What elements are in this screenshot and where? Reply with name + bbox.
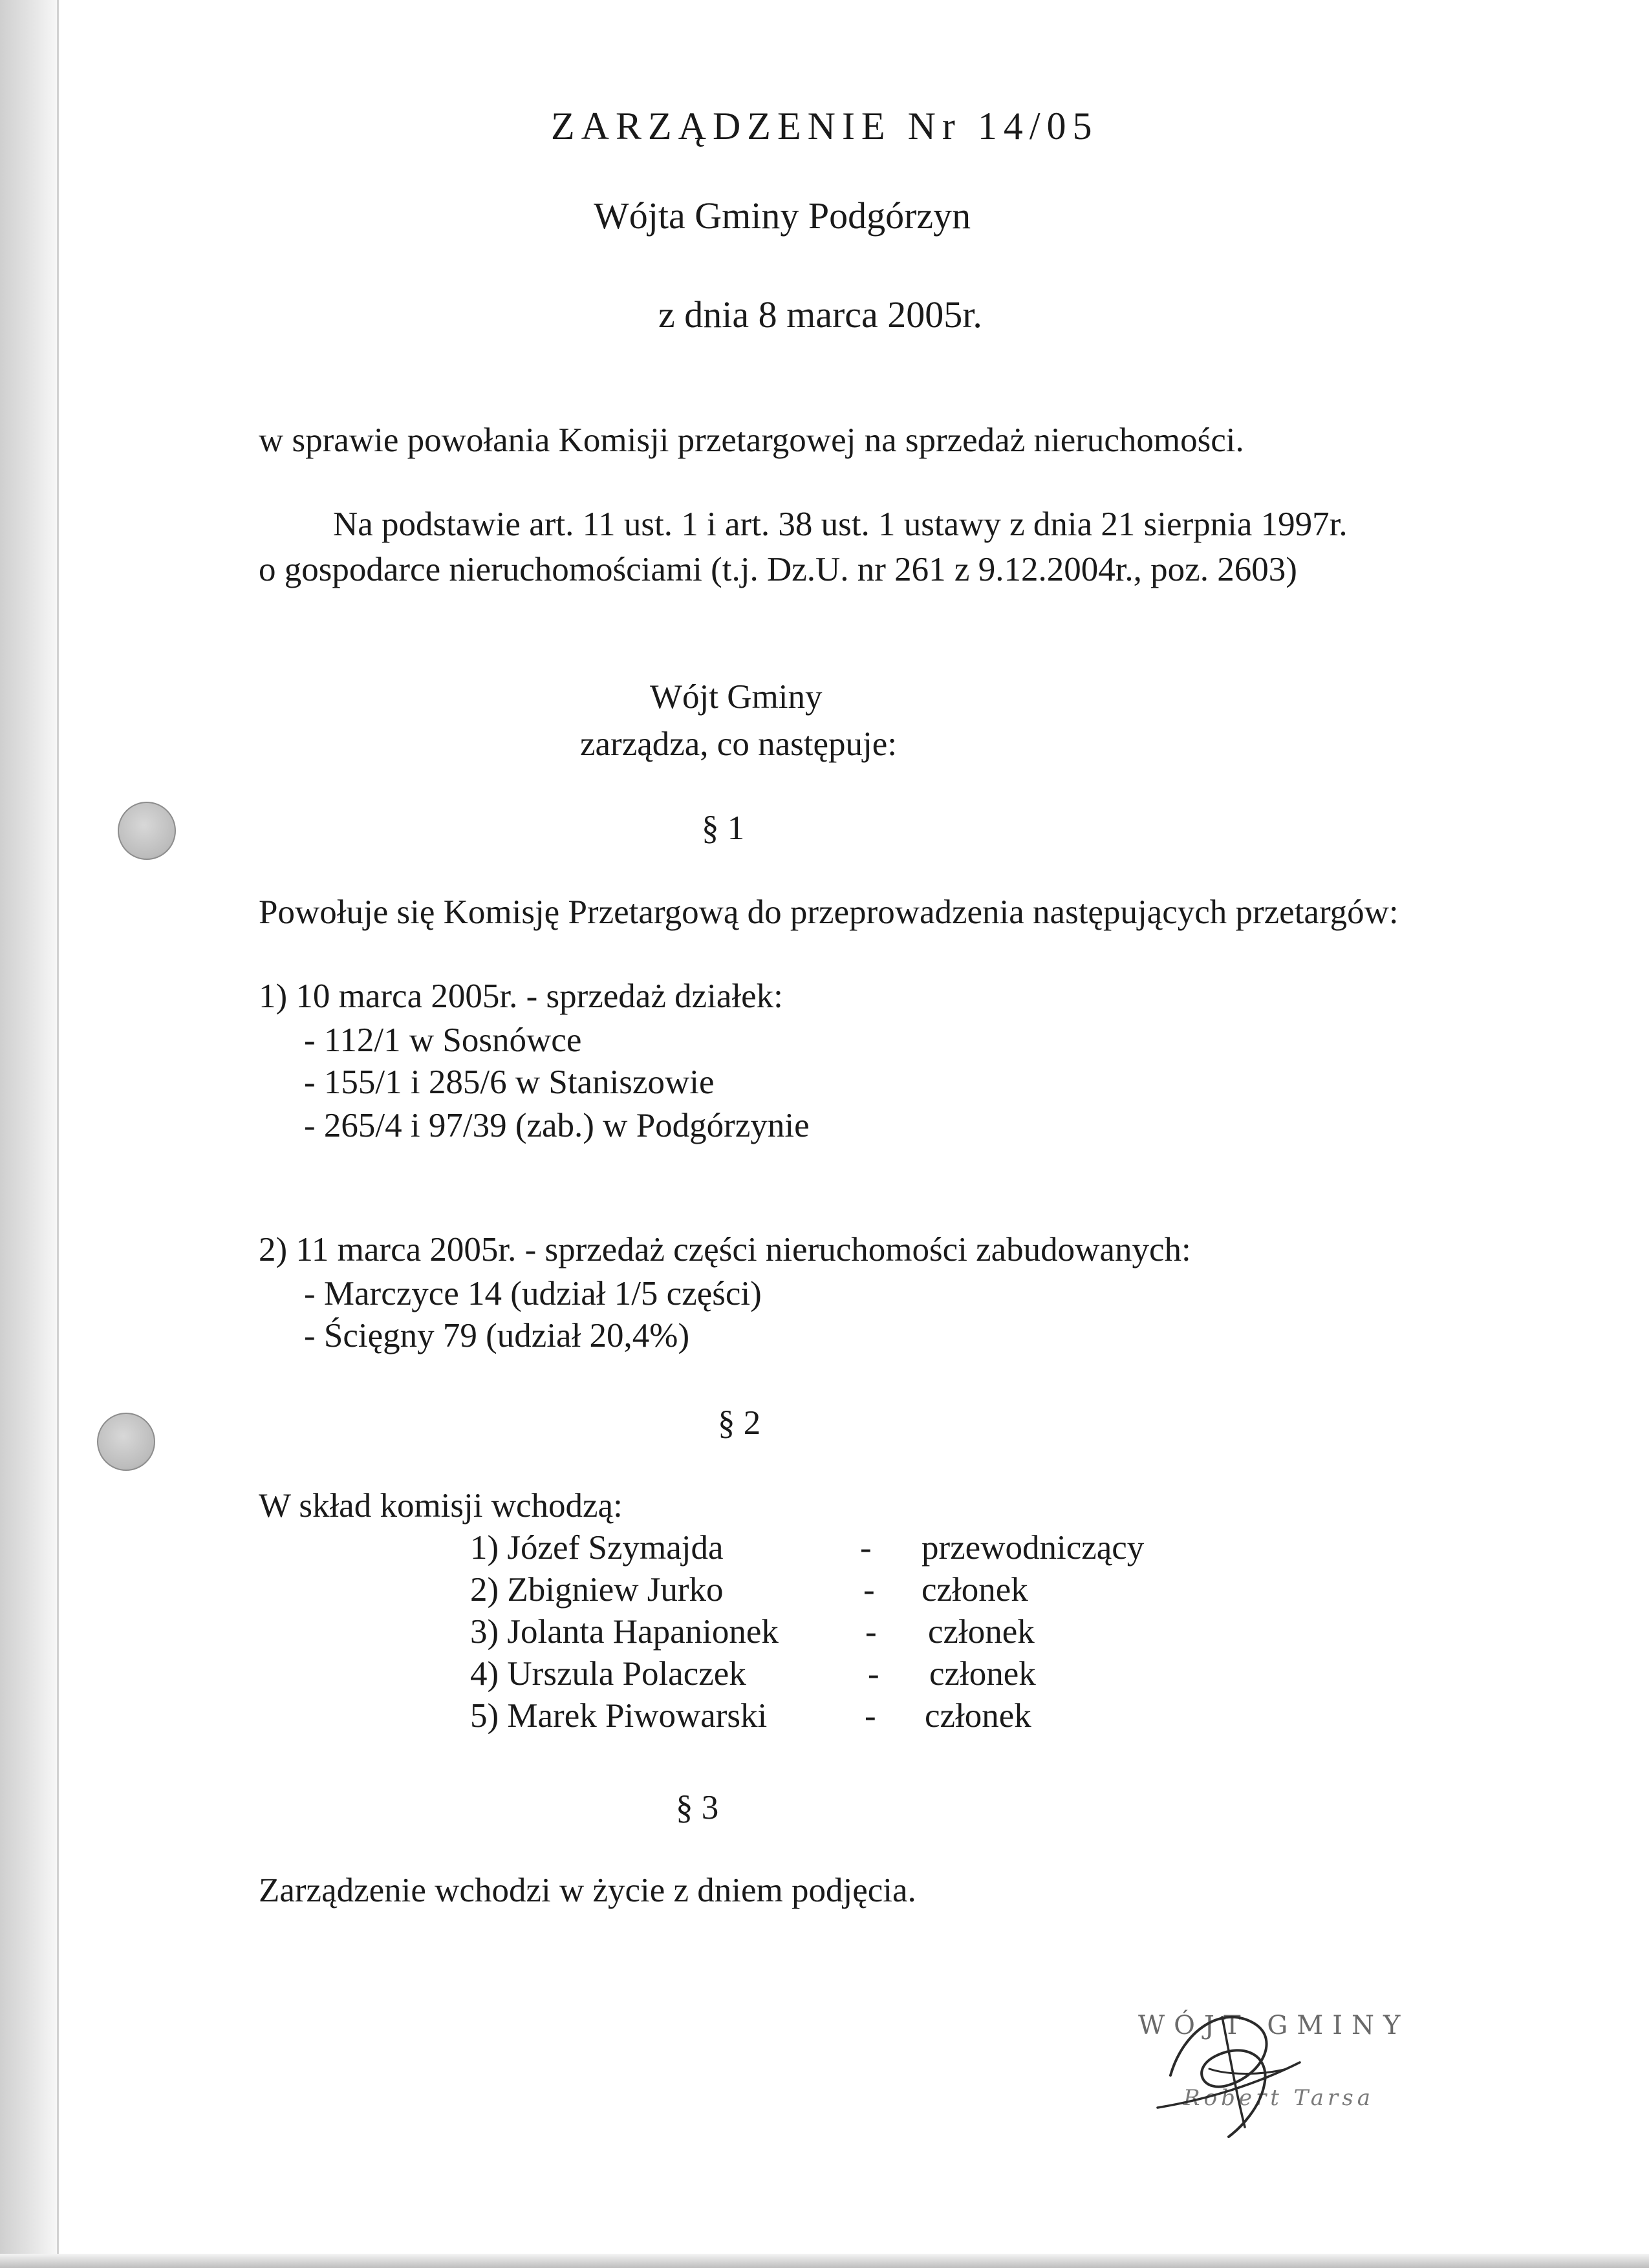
member-name: 3) Jolanta Hapanionek [470, 1613, 779, 1651]
tender-2-item: - Ścięgny 79 (udział 20,4%) [304, 1317, 690, 1354]
tender-1-item: - 112/1 w Sosnówce [304, 1022, 582, 1059]
document-subject: w sprawie powołania Komisji przetargowej na sprzedaż nieruchomości. [259, 422, 1244, 459]
section-3-text: Zarządzenie wchodzi w życie z dniem podjęcia. [259, 1872, 916, 1909]
scan-left-edge [0, 0, 57, 2268]
tender-2-item: - Marczyce 14 (udział 1/5 części) [304, 1275, 762, 1312]
member-role: przewodniczący [921, 1529, 1145, 1567]
member-dash: - [860, 1529, 872, 1567]
member-dash: - [865, 1613, 877, 1651]
official-stamp-name: Robert Tarsa [1183, 2085, 1374, 2111]
tender-1-line: 1) 10 marca 2005r. - sprzedaż działek: [259, 978, 783, 1015]
member-name: 4) Urszula Polaczek [470, 1655, 746, 1693]
member-role: członek [925, 1697, 1031, 1735]
section-3-heading: § 3 [676, 1789, 719, 1826]
member-role: członek [929, 1655, 1036, 1693]
legal-basis-line-1: Na podstawie art. 11 ust. 1 i art. 38 ust. 1 ustawy z dnia 21 sierpnia 1997r. [333, 506, 1348, 543]
punch-hole-lower [97, 1413, 155, 1471]
section-1-intro: Powołuje się Komisję Przetargową do przeprowadzenia następujących przetargów: [259, 893, 1399, 931]
section-2-heading: § 2 [718, 1404, 761, 1442]
legal-basis-line-2: o gospodarce nieruchomościami (t.j. Dz.U. nr 261 z 9.12.2004r., poz. 2603) [259, 551, 1297, 588]
document-date: z dnia 8 marca 2005r. [658, 294, 982, 336]
tender-2-line: 2) 11 marca 2005r. - sprzedaż części nieruchomości zabudowanych: [259, 1231, 1191, 1268]
official-stamp-title: WÓJT GMINY [1138, 2011, 1410, 2040]
issuer: Wójt Gminy [650, 678, 823, 716]
handwritten-signature [1132, 1978, 1339, 2146]
section-2-intro: W skład komisji wchodzą: [259, 1487, 623, 1524]
member-name: 2) Zbigniew Jurko [470, 1571, 724, 1609]
tender-1-item: - 265/4 i 97/39 (zab.) w Podgórzynie [304, 1107, 810, 1144]
member-dash: - [868, 1655, 879, 1693]
section-1-heading: § 1 [702, 809, 745, 847]
decrees-statement: zarządza, co następuje: [580, 725, 897, 763]
punch-hole-upper [118, 802, 176, 860]
member-role: członek [928, 1613, 1035, 1651]
document-title: ZARZĄDZENIE Nr 14/05 [551, 105, 1099, 147]
document-authority: Wójta Gminy Podgórzyn [594, 195, 971, 237]
member-dash: - [865, 1697, 876, 1735]
tender-1-item: - 155/1 i 285/6 w Staniszowie [304, 1064, 715, 1101]
member-name: 5) Marek Piwowarski [470, 1697, 768, 1735]
scan-edge-line [57, 0, 59, 2268]
scan-bottom-edge [0, 2254, 1649, 2268]
member-dash: - [863, 1571, 875, 1609]
member-name: 1) Józef Szymajda [470, 1529, 724, 1567]
member-role: członek [921, 1571, 1028, 1609]
